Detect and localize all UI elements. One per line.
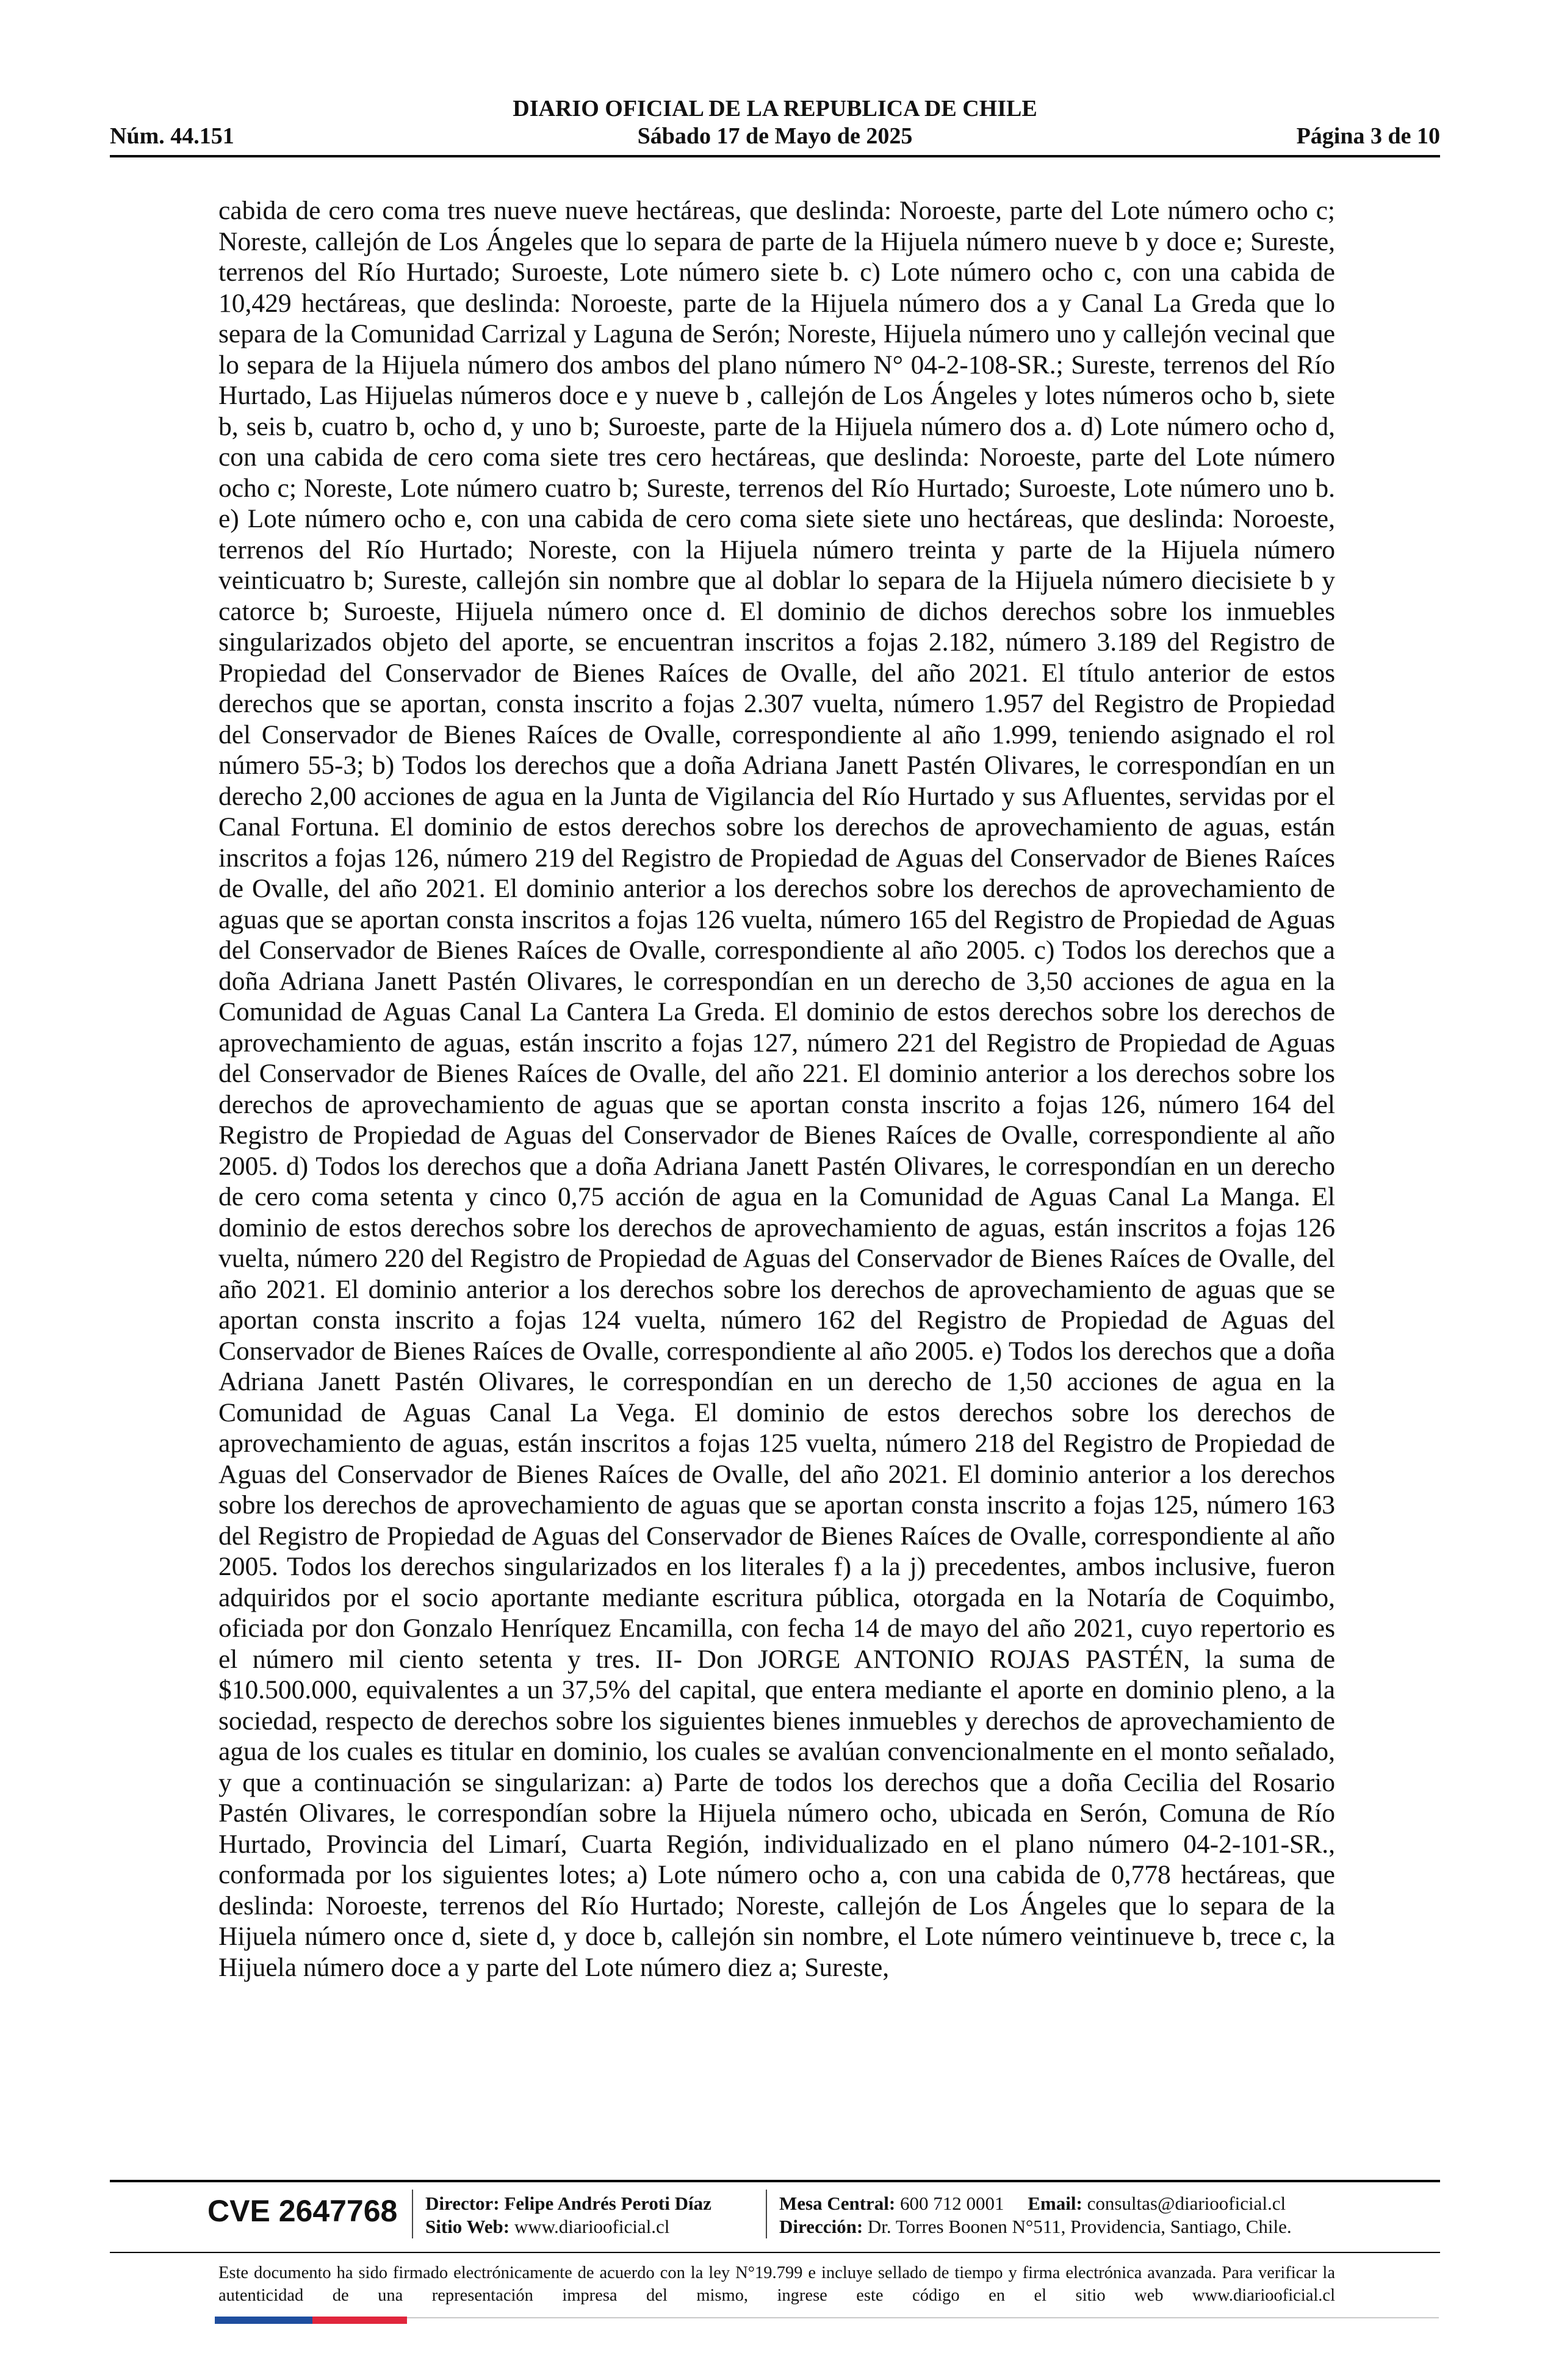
director-label: Director: bbox=[425, 2193, 500, 2214]
footer-divider-bottom bbox=[110, 2252, 1440, 2253]
website-line bbox=[425, 2215, 711, 2238]
mesa-phone: 600 712 0001 bbox=[900, 2193, 1004, 2214]
address-line bbox=[779, 2215, 1292, 2238]
director-name: Felipe Andrés Peroti Díaz bbox=[504, 2193, 711, 2214]
flag-bar-blue bbox=[215, 2317, 312, 2324]
director-line bbox=[425, 2192, 711, 2215]
body-paragraph: cabida de cero coma tres nueve nueve hectáreas, que deslinda: Noroeste, parte del Lote número ocho c; Noreste, callejón de Los Ángeles que lo separa de parte de la Hijuela número nueve b y doce e; Sureste, terrenos del Río Hurtado; Suroeste, Lote número siete b. c) Lote número ocho c, con una cabida de 10,429 hectáreas, que deslinda: Noroeste, parte de la Hijuela número dos a y Canal La Greda que lo separa de la Comunidad Carrizal y Laguna de Serón; Noreste, Hijuela número uno y callejón vecinal que lo separa de la Hijuela número dos ambos del plano número N° 04-2-108-SR.; Sureste, terrenos del Río Hurtado, Las Hijuelas números doce e y nueve b , callejón de Los Ángeles y lotes números ocho b, siete b, seis b, cuatro b, ocho d, y uno b; Suroeste, parte de la Hijuela número dos a. d) Lote número ocho d, con una cabida de cero coma siete tres cero hectáreas, que deslinda: Noroeste, parte del Lote número ocho c; Noreste, Lote número cuatro b; Sureste, terrenos del Río Hurtado; Suroeste, Lote número uno b. e) Lote número ocho e, con una cabida de cero coma siete siete uno hectáreas, que deslinda: Noroeste, terrenos del Río Hurtado; Noreste, con la Hijuela número treinta y parte de la Hijuela número veinticuatro b; Sureste, callejón sin nombre que al doblar lo separa de la Hijuela número diecisiete b y catorce b; Suroeste, Hijuela número once d. El dominio de dichos derechos sobre los inmuebles singularizados objeto del aporte, se encuentran inscritos a fojas 2.182, número 3.189 del Registro de Propiedad del Conservador de Bienes Raíces de Ovalle, del año 2021. El título anterior de estos derechos que se aportan, consta inscrito a fojas 2.307 vuelta, número 1.957 del Registro de Propiedad del Conservador de Bienes Raíces de Ovalle, correspondiente al año 1.999, teniendo asignado el rol número 55-3; b) Todos los derechos que a doña Adriana Janett Pastén Olivares, le correspondían en un derecho 2,00 acciones de agua en la Junta de Vigilancia del Río Hurtado y sus Afluentes, servidas por el Canal Fortuna. El dominio de estos derechos sobre los derechos de aprovechamiento de aguas, están inscritos a fojas 126, número 219 del Registro de Propiedad de Aguas del Conservador de Bienes Raíces de Ovalle, del año 2021. El dominio anterior a los derechos sobre los derechos de aprovechamiento de aguas que se aportan consta inscritos a fojas 126 vuelta, número 165 del Registro de Propiedad de Aguas del Conservador de Bienes Raíces de Ovalle, correspondiente al año 2005. c) Todos los derechos que a doña Adriana Janett Pastén Olivares, le correspondían en un derecho de 3,50 acciones de agua en la Comunidad de Aguas Canal La Cantera La Greda. El dominio de estos derechos sobre los derechos de aprovechamiento de aguas, están inscrito a fojas 127, número 221 del Registro de Propiedad de Aguas del Conservador de Bienes Raíces de Ovalle, del año 221. El dominio anterior a los derechos sobre los derechos de aprovechamiento de aguas que se aportan consta inscrito a fojas 126, número 164 del Registro de Propiedad de Aguas del Conservador de Bienes Raíces de Ovalle, correspondiente al año 2005. d) Todos los derechos que a doña Adriana Janett Pastén Olivares, le correspondían en un derecho de cero coma setenta y cinco 0,75 acción de agua en la Comunidad de Aguas Canal La Manga. El dominio de estos derechos sobre los derechos de aprovechamiento de aguas, están inscritos a fojas 126 vuelta, número 220 del Registro de Propiedad de Aguas del Conservador de Bienes Raíces de Ovalle, del año 2021. El dominio anterior a los derechos sobre los derechos de aprovechamiento de aguas que se aportan consta inscrito a fojas 124 vuelta, número 162 del Registro de Propiedad de Aguas del Conservador de Bienes Raíces de Ovalle, correspondiente al año 2005. e) Todos los derechos que a doña Adriana Janett Pastén Olivares, le correspondían en un derecho de 1,50 acciones de agua en la Comunidad de Aguas Canal La Vega. El dominio de estos derechos sobre los derechos de aprovechamiento de aguas, están inscritos a fojas 125 vuelta, número 218 del Registro de Propiedad de Aguas del Conservador de Bienes Raíces de Ovalle, del año 2021. El dominio anterior a los derechos sobre los derechos de aprovechamiento de aguas que se aportan consta inscrito a fojas 125, número 163 del Registro de Propiedad de Aguas del Conservador de Bienes Raíces de Ovalle, correspondiente al año 2005. Todos los derechos singularizados en los literales f) a la j) precedentes, ambos inclusive, fueron adquiridos por el socio aportante mediante escritura pública, otorgada en la Notaría de Coquimbo, oficiada por don Gonzalo Henríquez Encamilla, con fecha 14 de mayo del año 2021, cuyo repertorio es el número mil ciento setenta y tres. II- Don JORGE ANTONIO ROJAS PASTÉN, la suma de $10.500.000, equivalentes a un 37,5% del capital, que entera mediante el aporte en dominio pleno, a la sociedad, respecto de derechos sobre los siguientes bienes inmuebles y derechos de aprovechamiento de agua de los cuales es titular en dominio, los cuales se avalúan convencionalmente en el monto señalado, y que a continuación se singularizan: a) Parte de todos los derechos que a doña Cecilia del Rosario Pastén Olivares, le correspondían sobre la Hijuela número ocho, ubicada en Serón, Comuna de Río Hurtado, Provincia del Limarí, Cuarta Región, individualizado en el plano número 04-2-101-SR., conformada por los siguientes lotes; a) Lote número ocho a, con una cabida de 0,778 hectáreas, que deslinda: Noroeste, terrenos del Río Hurtado; Noreste, callejón de Los Ángeles que lo separa de la Hijuela número once d, siete d, y doce b, callejón sin nombre, el Lote número veintinueve b, trece c, la Hijuela número doce a y parte del Lote número diez a; Sureste, bbox=[218, 196, 1335, 1982]
email-link[interactable]: consultas@diariooficial.cl bbox=[1087, 2193, 1286, 2214]
issue-date: Sábado 17 de Mayo de 2025 bbox=[637, 123, 913, 149]
address-label: Dirección: bbox=[779, 2216, 863, 2237]
website-label: Sitio Web: bbox=[425, 2216, 510, 2237]
flag-bar-red bbox=[312, 2317, 407, 2324]
footer-divider-top bbox=[110, 2180, 1440, 2182]
email-label: Email: bbox=[1028, 2193, 1082, 2214]
newspaper-title: DIARIO OFICIAL DE LA REPUBLICA DE CHILE bbox=[513, 96, 1037, 121]
footer-separator bbox=[412, 2190, 413, 2238]
website-link[interactable]: www.diariooficial.cl bbox=[514, 2216, 670, 2237]
contact-block bbox=[779, 2192, 1292, 2238]
header-divider bbox=[110, 155, 1440, 157]
contact-line bbox=[779, 2192, 1292, 2215]
issue-number: Núm. 44.151 bbox=[110, 123, 234, 149]
address-text: Dr. Torres Boonen N°511, Providencia, Santiago, Chile. bbox=[867, 2216, 1292, 2237]
page-number: Página 3 de 10 bbox=[1296, 123, 1440, 149]
page-header bbox=[110, 92, 1440, 159]
cve-code: CVE 2647768 bbox=[207, 2194, 398, 2228]
mesa-label: Mesa Central: bbox=[779, 2193, 896, 2214]
footer-separator bbox=[766, 2190, 767, 2238]
director-block bbox=[425, 2192, 711, 2238]
signature-note: Este documento ha sido firmado electrónicamente de acuerdo con la ley N°19.799 e incluye sellado de tiempo y firma electrónica avanzada. Para verificar la autenticidad de una representación impresa del mismo, ingrese este código en el sitio web www.diariooficial.cl bbox=[218, 2263, 1335, 2305]
